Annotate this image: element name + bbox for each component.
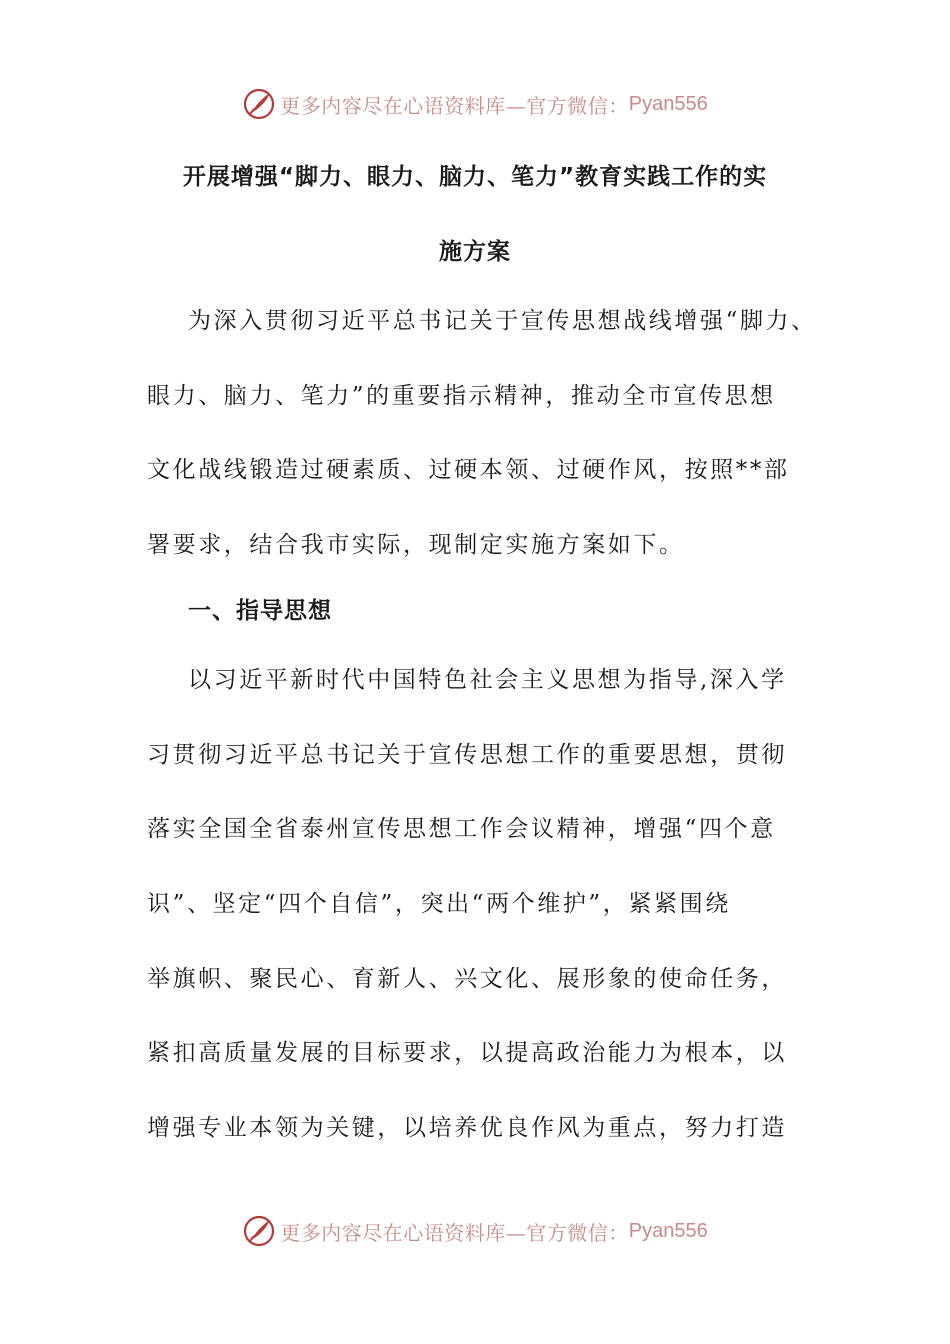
body-line-6: 紧扣高质量发展的目标要求，以提高政治能力为根本，以 [147,1040,787,1066]
watermark-wechat-id: Pyan556 [628,1219,708,1242]
watermark-footer [0,1211,950,1251]
body-line-7: 增强专业本领为关键，以培养优良作风为重点，努力打造 [147,1115,787,1141]
document-title-line-1: 开展增强“脚力、眼力、脑力、笔力”教育实践工作的实 [182,164,768,190]
document-title-line-2: 施方案 [439,239,511,265]
quill-pen-icon [242,1214,276,1248]
watermark-header [0,84,950,124]
body-line-3: 落实全国全省泰州宣传思想工作会议精神，增强“四个意 [147,816,776,842]
body-line-2: 习贯彻习近平总书记关于宣传思想工作的重要思想，贯彻 [147,742,787,768]
intro-line-4: 署要求，结合我市实际，现制定实施方案如下。 [147,532,685,558]
quill-pen-icon [242,87,276,121]
section-heading-guiding-ideology: 一、指导思想 [188,598,332,624]
body-line-5: 举旗帜、聚民心、育新人、兴文化、展形象的使命任务， [147,966,787,992]
intro-line-3: 文化战线锻造过硬素质、过硬本领、过硬作风，按照**部 [147,457,790,483]
intro-line-2: 眼力、脑力、笔力”的重要指示精神，推动全市宣传思想 [147,383,776,409]
intro-line-1: 为深入贯彻习近平总书记关于宣传思想战线增强“脚力、 [188,308,817,334]
watermark-text: 更多内容尽在心语资料库—官方微信： [280,93,629,118]
body-line-4: 识”、坚定“四个自信”，突出“两个维护”，紧紧围绕 [147,891,731,917]
watermark-text: 更多内容尽在心语资料库—官方微信： [280,1220,629,1245]
watermark-wechat-id: Pyan556 [628,92,708,115]
body-line-1: 以习近平新时代中国特色社会主义思想为指导,深入学 [188,667,787,693]
